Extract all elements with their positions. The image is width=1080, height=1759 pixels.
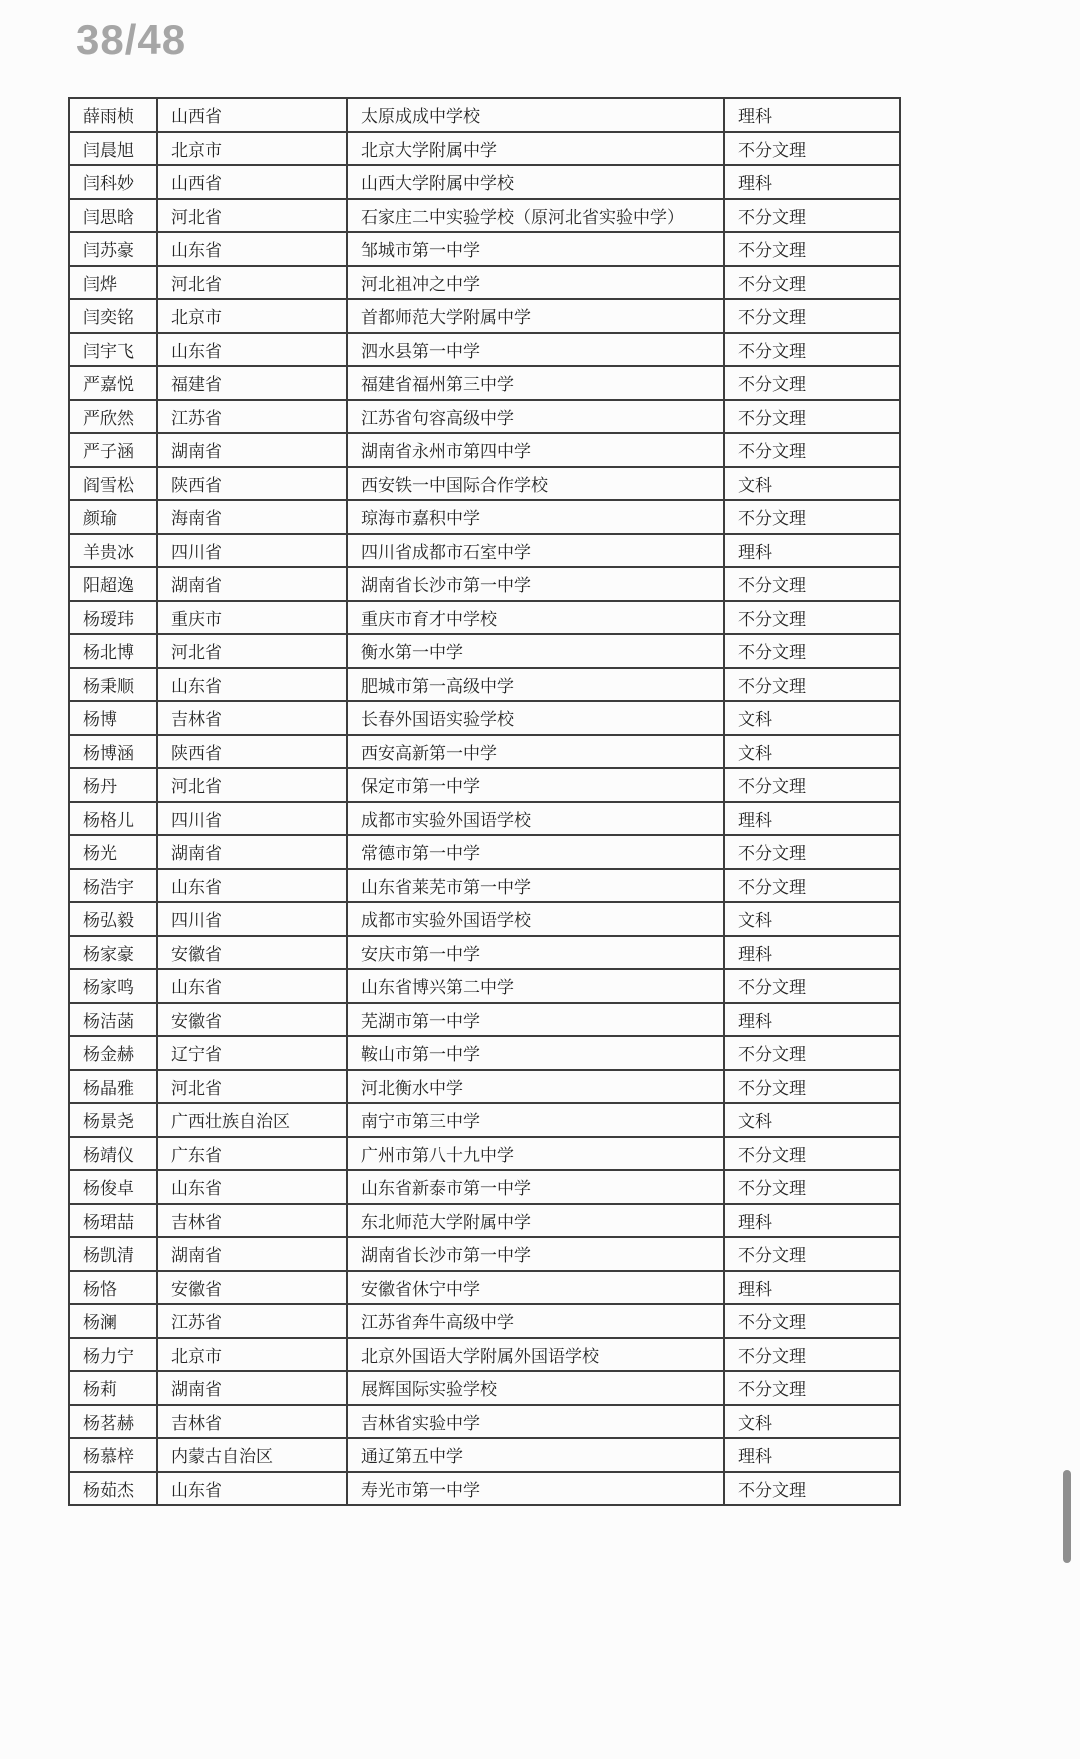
category-cell: 理科 [724,1271,900,1305]
category-cell: 不分文理 [724,299,900,333]
category-cell: 理科 [724,1204,900,1238]
province-cell: 江苏省 [157,1304,347,1338]
student-name-cell: 严嘉悦 [69,366,157,400]
table-row [69,701,900,735]
province-cell: 安徽省 [157,1271,347,1305]
category-cell: 不分文理 [724,1170,900,1204]
province-cell: 湖南省 [157,835,347,869]
school-cell: 邹城市第一中学 [347,232,724,266]
school-cell: 南宁市第三中学 [347,1103,724,1137]
student-name-cell: 闫科妙 [69,165,157,199]
province-cell: 河北省 [157,768,347,802]
category-cell: 不分文理 [724,634,900,668]
student-name-cell: 杨慕梓 [69,1438,157,1472]
province-cell: 内蒙古自治区 [157,1438,347,1472]
province-cell: 山东省 [157,668,347,702]
table-row [69,232,900,266]
school-cell: 湖南省长沙市第一中学 [347,567,724,601]
school-cell: 四川省成都市石室中学 [347,534,724,568]
student-name-cell: 闫奕铭 [69,299,157,333]
table-row [69,1472,900,1506]
province-cell: 湖南省 [157,1237,347,1271]
table-row [69,1304,900,1338]
category-cell: 理科 [724,165,900,199]
school-cell: 山东省莱芜市第一中学 [347,869,724,903]
province-cell: 湖南省 [157,433,347,467]
category-cell: 理科 [724,534,900,568]
student-name-cell: 闫思晗 [69,199,157,233]
table-row [69,1036,900,1070]
student-name-cell: 杨靖仪 [69,1137,157,1171]
category-cell: 文科 [724,735,900,769]
table-row [69,1137,900,1171]
category-cell: 不分文理 [724,1338,900,1372]
school-cell: 北京外国语大学附属外国语学校 [347,1338,724,1372]
category-cell: 不分文理 [724,1237,900,1271]
category-cell: 不分文理 [724,567,900,601]
school-cell: 安庆市第一中学 [347,936,724,970]
student-name-cell: 羊贵冰 [69,534,157,568]
category-cell: 不分文理 [724,1036,900,1070]
province-cell: 山西省 [157,165,347,199]
category-cell: 不分文理 [724,1070,900,1104]
table-row [69,165,900,199]
student-name-cell: 杨北博 [69,634,157,668]
table-row [69,333,900,367]
category-cell: 不分文理 [724,266,900,300]
student-name-cell: 严子涵 [69,433,157,467]
table-row [69,768,900,802]
table-row [69,969,900,1003]
province-cell: 安徽省 [157,1003,347,1037]
province-cell: 吉林省 [157,701,347,735]
student-name-cell: 杨凯清 [69,1237,157,1271]
table-row [69,132,900,166]
province-cell: 北京市 [157,1338,347,1372]
category-cell: 不分文理 [724,1472,900,1506]
student-name-cell: 杨丹 [69,768,157,802]
student-name-cell: 杨茗赫 [69,1405,157,1439]
school-cell: 湖南省永州市第四中学 [347,433,724,467]
school-cell: 成都市实验外国语学校 [347,902,724,936]
school-cell: 河北衡水中学 [347,1070,724,1104]
province-cell: 吉林省 [157,1204,347,1238]
student-name-cell: 杨秉顺 [69,668,157,702]
category-cell: 不分文理 [724,601,900,635]
student-name-cell: 杨瑷玮 [69,601,157,635]
school-cell: 石家庄二中实验学校（原河北省实验中学） [347,199,724,233]
table-row [69,1103,900,1137]
table-row [69,266,900,300]
province-cell: 河北省 [157,199,347,233]
table-row [69,1371,900,1405]
category-cell: 不分文理 [724,1371,900,1405]
student-name-cell: 杨景尧 [69,1103,157,1137]
province-cell: 江苏省 [157,400,347,434]
province-cell: 吉林省 [157,1405,347,1439]
student-name-cell: 颜瑜 [69,500,157,534]
student-name-cell: 杨莉 [69,1371,157,1405]
province-cell: 河北省 [157,1070,347,1104]
student-name-cell: 杨俊卓 [69,1170,157,1204]
student-name-cell: 杨格儿 [69,802,157,836]
category-cell: 理科 [724,802,900,836]
province-cell: 陕西省 [157,735,347,769]
province-cell: 陕西省 [157,467,347,501]
student-name-cell: 严欣然 [69,400,157,434]
category-cell: 理科 [724,1003,900,1037]
table-row [69,936,900,970]
province-cell: 山东省 [157,969,347,1003]
school-cell: 琼海市嘉积中学 [347,500,724,534]
table-row [69,1003,900,1037]
school-cell: 山东省新泰市第一中学 [347,1170,724,1204]
province-cell: 四川省 [157,802,347,836]
category-cell: 文科 [724,902,900,936]
table-row [69,601,900,635]
school-cell: 江苏省句容高级中学 [347,400,724,434]
student-name-cell: 杨茹杰 [69,1472,157,1506]
table-row [69,1338,900,1372]
province-cell: 山东省 [157,1472,347,1506]
province-cell: 重庆市 [157,601,347,635]
category-cell: 文科 [724,1103,900,1137]
table-row [69,1271,900,1305]
province-cell: 广西壮族自治区 [157,1103,347,1137]
category-cell: 不分文理 [724,433,900,467]
school-cell: 重庆市育才中学校 [347,601,724,635]
school-cell: 长春外国语实验学校 [347,701,724,735]
category-cell: 文科 [724,1405,900,1439]
school-cell: 展辉国际实验学校 [347,1371,724,1405]
province-cell: 辽宁省 [157,1036,347,1070]
student-name-cell: 杨家鸣 [69,969,157,1003]
table-row [69,366,900,400]
school-cell: 西安高新第一中学 [347,735,724,769]
student-name-cell: 杨家豪 [69,936,157,970]
school-cell: 吉林省实验中学 [347,1405,724,1439]
student-name-cell: 杨洁菡 [69,1003,157,1037]
category-cell: 不分文理 [724,333,900,367]
province-cell: 湖南省 [157,1371,347,1405]
school-cell: 寿光市第一中学 [347,1472,724,1506]
student-name-cell: 阳超逸 [69,567,157,601]
category-cell: 不分文理 [724,1304,900,1338]
province-cell: 山东省 [157,1170,347,1204]
student-name-cell: 杨恪 [69,1271,157,1305]
table-row [69,534,900,568]
student-name-cell: 阎雪松 [69,467,157,501]
school-cell: 成都市实验外国语学校 [347,802,724,836]
school-cell: 泗水县第一中学 [347,333,724,367]
category-cell: 不分文理 [724,132,900,166]
province-cell: 四川省 [157,534,347,568]
student-name-cell: 杨弘毅 [69,902,157,936]
table-row [69,735,900,769]
province-cell: 河北省 [157,634,347,668]
school-cell: 湖南省长沙市第一中学 [347,1237,724,1271]
student-name-cell: 闫苏豪 [69,232,157,266]
category-cell: 不分文理 [724,1137,900,1171]
student-name-cell: 闫宇飞 [69,333,157,367]
student-name-cell: 杨力宁 [69,1338,157,1372]
category-cell: 文科 [724,467,900,501]
school-cell: 广州市第八十九中学 [347,1137,724,1171]
province-cell: 四川省 [157,902,347,936]
school-cell: 安徽省休宁中学 [347,1271,724,1305]
school-cell: 首都师范大学附属中学 [347,299,724,333]
category-cell: 不分文理 [724,835,900,869]
student-name-cell: 杨珺喆 [69,1204,157,1238]
table-row [69,199,900,233]
table-row [69,802,900,836]
school-cell: 东北师范大学附属中学 [347,1204,724,1238]
category-cell: 不分文理 [724,768,900,802]
school-cell: 北京大学附属中学 [347,132,724,166]
table-row [69,433,900,467]
table-row [69,1405,900,1439]
school-cell: 江苏省奔牛高级中学 [347,1304,724,1338]
table-row [69,902,900,936]
school-cell: 山西大学附属中学校 [347,165,724,199]
province-cell: 广东省 [157,1137,347,1171]
category-cell: 不分文理 [724,366,900,400]
province-cell: 山东省 [157,232,347,266]
category-cell: 文科 [724,701,900,735]
school-cell: 河北祖冲之中学 [347,266,724,300]
student-name-cell: 闫烨 [69,266,157,300]
table-row [69,400,900,434]
province-cell: 河北省 [157,266,347,300]
category-cell: 理科 [724,1438,900,1472]
province-cell: 安徽省 [157,936,347,970]
province-cell: 山东省 [157,333,347,367]
school-cell: 衡水第一中学 [347,634,724,668]
student-name-cell: 杨博 [69,701,157,735]
school-cell: 西安铁一中国际合作学校 [347,467,724,501]
province-cell: 湖南省 [157,567,347,601]
table-row [69,467,900,501]
scrollbar-thumb[interactable] [1063,1470,1071,1563]
table-row [69,668,900,702]
table-row [69,299,900,333]
category-cell: 理科 [724,98,900,132]
category-cell: 不分文理 [724,232,900,266]
category-cell: 不分文理 [724,500,900,534]
category-cell: 不分文理 [724,869,900,903]
page-indicator: 38/48 [76,16,187,63]
school-cell: 鞍山市第一中学 [347,1036,724,1070]
school-cell: 太原成成中学校 [347,98,724,132]
school-cell: 福建省福州第三中学 [347,366,724,400]
table-row [69,500,900,534]
category-cell: 不分文理 [724,199,900,233]
school-cell: 通辽第五中学 [347,1438,724,1472]
table-row [69,1237,900,1271]
students-table-body [69,98,900,1505]
province-cell: 北京市 [157,299,347,333]
table-row [69,98,900,132]
province-cell: 北京市 [157,132,347,166]
student-name-cell: 薛雨桢 [69,98,157,132]
category-cell: 不分文理 [724,400,900,434]
table-row [69,1204,900,1238]
table-row [69,869,900,903]
school-cell: 山东省博兴第二中学 [347,969,724,1003]
province-cell: 山西省 [157,98,347,132]
table-row [69,1170,900,1204]
province-cell: 海南省 [157,500,347,534]
province-cell: 山东省 [157,869,347,903]
table-row [69,835,900,869]
table-row [69,1438,900,1472]
table-row [69,1070,900,1104]
school-cell: 肥城市第一高级中学 [347,668,724,702]
student-name-cell: 杨光 [69,835,157,869]
school-cell: 保定市第一中学 [347,768,724,802]
province-cell: 福建省 [157,366,347,400]
student-name-cell: 杨澜 [69,1304,157,1338]
category-cell: 不分文理 [724,969,900,1003]
table-row [69,567,900,601]
school-cell: 常德市第一中学 [347,835,724,869]
student-name-cell: 杨金赫 [69,1036,157,1070]
category-cell: 理科 [724,936,900,970]
school-cell: 芜湖市第一中学 [347,1003,724,1037]
students-table [68,97,901,1506]
student-name-cell: 杨浩宇 [69,869,157,903]
student-name-cell: 闫晨旭 [69,132,157,166]
table-row [69,634,900,668]
student-name-cell: 杨晶雅 [69,1070,157,1104]
student-name-cell: 杨博涵 [69,735,157,769]
category-cell: 不分文理 [724,668,900,702]
